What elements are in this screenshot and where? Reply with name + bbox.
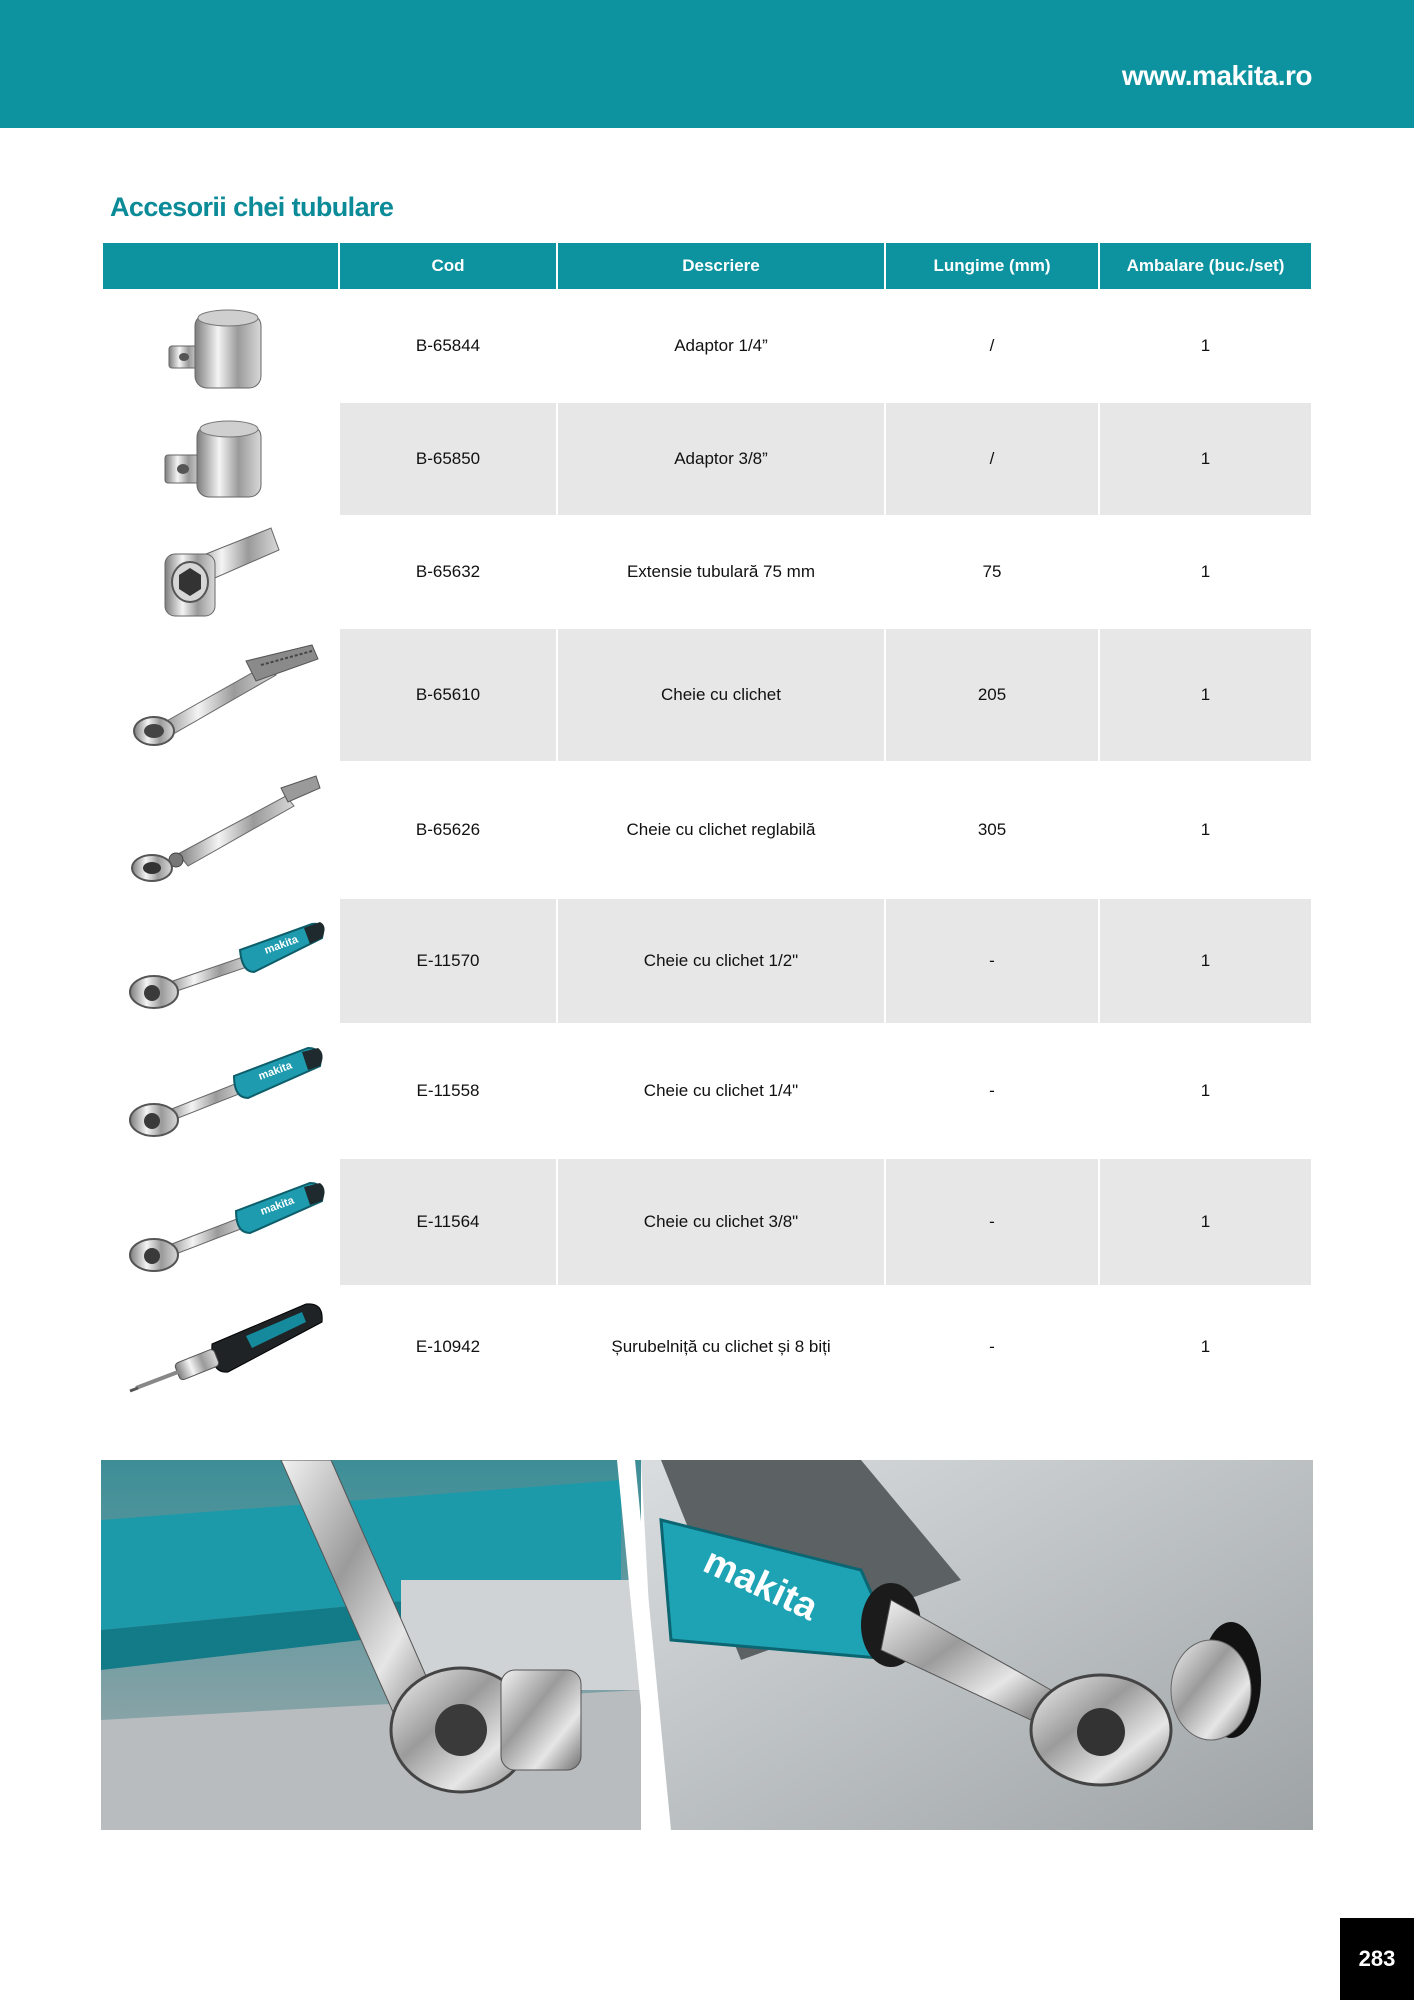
column-header-image bbox=[103, 243, 339, 289]
photo-ratchet-on-bolt bbox=[101, 1460, 641, 1830]
column-header-description: Descriere bbox=[557, 243, 885, 289]
flex-ratchet-icon bbox=[116, 768, 326, 892]
product-code: B-65844 bbox=[339, 289, 557, 403]
adapter-icon bbox=[121, 296, 321, 396]
product-code: E-11564 bbox=[339, 1159, 557, 1285]
column-header-length: Lungime (mm) bbox=[885, 243, 1099, 289]
product-packaging: 1 bbox=[1099, 899, 1311, 1023]
extension-bar-icon bbox=[121, 520, 321, 624]
product-description: Adaptor 3/8” bbox=[557, 403, 885, 515]
product-description: Cheie cu clichet 3/8" bbox=[557, 1159, 885, 1285]
column-header-packaging: Ambalare (buc./set) bbox=[1099, 243, 1311, 289]
product-length: - bbox=[885, 1023, 1099, 1159]
usage-photo-strip bbox=[101, 1460, 1313, 1830]
site-url[interactable]: www.makita.ro bbox=[1121, 60, 1312, 91]
product-packaging: 1 bbox=[1099, 629, 1311, 761]
table-row bbox=[103, 1285, 1311, 1409]
product-description: Extensie tubulară 75 mm bbox=[557, 515, 885, 629]
table-row bbox=[103, 761, 1311, 899]
product-description: Cheie cu clichet reglabilă bbox=[557, 761, 885, 899]
svg-text:makita: makita bbox=[256, 1059, 294, 1083]
product-description: Șurubelniță cu clichet și 8 biți bbox=[557, 1285, 885, 1409]
product-code: B-65632 bbox=[339, 515, 557, 629]
product-description: Cheie cu clichet 1/4" bbox=[557, 1023, 885, 1159]
page-header bbox=[0, 0, 1414, 128]
photo-logo: makita bbox=[697, 1540, 825, 1630]
table-row bbox=[103, 403, 1311, 515]
product-code: E-10942 bbox=[339, 1285, 557, 1409]
page-number: 283 bbox=[1340, 1918, 1414, 2000]
product-image-cell bbox=[103, 515, 339, 629]
table-header-row bbox=[103, 243, 1311, 289]
column-header-code: Cod bbox=[339, 243, 557, 289]
product-length: / bbox=[885, 289, 1099, 403]
ratchet-screwdriver-icon bbox=[116, 1292, 326, 1402]
product-packaging: 1 bbox=[1099, 515, 1311, 629]
product-packaging: 1 bbox=[1099, 403, 1311, 515]
ratchet-handle-icon bbox=[116, 1167, 326, 1277]
product-code: B-65850 bbox=[339, 403, 557, 515]
adapter-icon bbox=[121, 409, 321, 509]
product-description: Cheie cu clichet bbox=[557, 629, 885, 761]
product-image-cell bbox=[103, 629, 339, 761]
product-image-cell bbox=[103, 1023, 339, 1159]
product-packaging: 1 bbox=[1099, 761, 1311, 899]
svg-text:makita: makita bbox=[262, 933, 300, 957]
table-row bbox=[103, 289, 1311, 403]
product-code: B-65626 bbox=[339, 761, 557, 899]
table-row bbox=[103, 1023, 1311, 1159]
product-image-cell bbox=[103, 1285, 339, 1409]
product-length: / bbox=[885, 403, 1099, 515]
ratchet-handle-icon bbox=[116, 906, 326, 1016]
product-image-cell bbox=[103, 899, 339, 1023]
product-packaging: 1 bbox=[1099, 1285, 1311, 1409]
section-title: Accesorii chei tubulare bbox=[110, 192, 394, 222]
table-row bbox=[103, 899, 1311, 1023]
product-code: E-11558 bbox=[339, 1023, 557, 1159]
table-row bbox=[103, 1159, 1311, 1285]
product-length: - bbox=[885, 1159, 1099, 1285]
product-code: B-65610 bbox=[339, 629, 557, 761]
product-code: E-11570 bbox=[339, 899, 557, 1023]
product-image-cell bbox=[103, 761, 339, 899]
product-length: - bbox=[885, 1285, 1099, 1409]
product-image-cell bbox=[103, 403, 339, 515]
product-length: 305 bbox=[885, 761, 1099, 899]
product-packaging: 1 bbox=[1099, 289, 1311, 403]
ratchet-wrench-icon bbox=[116, 635, 326, 755]
product-image-cell bbox=[103, 1159, 339, 1285]
ratchet-handle-icon bbox=[116, 1036, 326, 1146]
table-row bbox=[103, 629, 1311, 761]
table-row bbox=[103, 515, 1311, 629]
product-description: Cheie cu clichet 1/2" bbox=[557, 899, 885, 1023]
product-length: 75 bbox=[885, 515, 1099, 629]
product-image-cell bbox=[103, 289, 339, 403]
product-description: Adaptor 1/4” bbox=[557, 289, 885, 403]
product-length: 205 bbox=[885, 629, 1099, 761]
photo-makita-ratchet-in-use bbox=[641, 1460, 1313, 1830]
svg-text:makita: makita bbox=[258, 1194, 296, 1218]
product-packaging: 1 bbox=[1099, 1023, 1311, 1159]
product-table bbox=[103, 243, 1311, 1409]
product-length: - bbox=[885, 899, 1099, 1023]
product-packaging: 1 bbox=[1099, 1159, 1311, 1285]
